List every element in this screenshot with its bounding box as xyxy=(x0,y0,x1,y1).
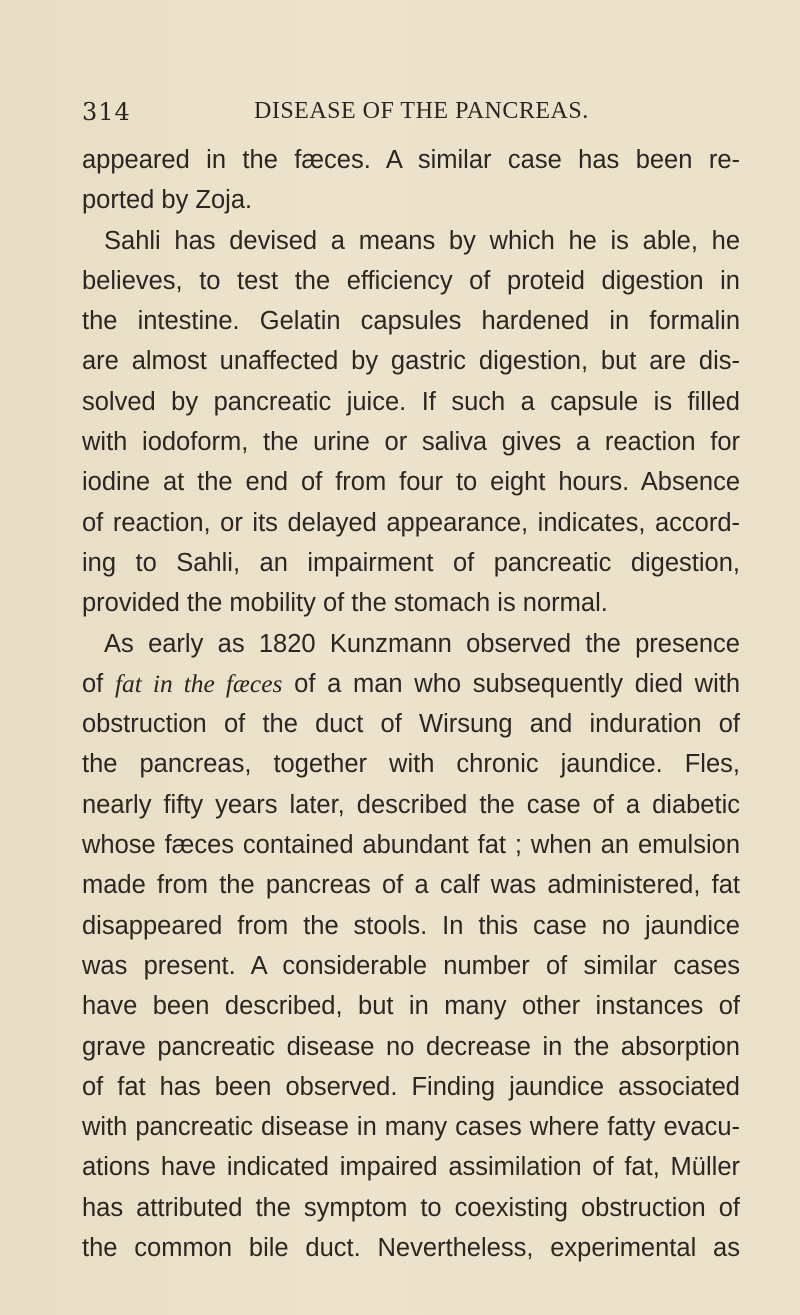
text-fragment: of a man who subsequently died with xyxy=(282,669,740,698)
text-line: As early as 1820 Kunzmann observed the presence xyxy=(104,629,740,658)
text-line: nearly fifty years later, described the case of a diabetic xyxy=(82,790,740,819)
text-line: the common bile duct. Nevertheless, experimental as xyxy=(82,1234,740,1263)
text-line: provided the mobility of the stomach is normal. xyxy=(82,589,608,618)
text-line: the intestine. Gelatin capsules hardened in formalin xyxy=(82,307,740,336)
text-line: iodine at the end of from four to eight hours. Absence xyxy=(82,468,740,497)
text-line: grave pancreatic disease no decrease in the absorption xyxy=(82,1032,740,1061)
text-line: solved by pancreatic juice. If such a capsule is filled xyxy=(82,387,740,416)
text-line-with-italic xyxy=(82,664,740,704)
text-line: of reaction, or its delayed appearance, indicates, accord- xyxy=(82,508,740,537)
text-line: believes, to test the efficiency of proteid digestion in xyxy=(82,266,740,295)
text-line: obstruction of the duct of Wirsung and induration of xyxy=(82,710,740,739)
page-number: 314 xyxy=(82,98,131,126)
text-line: have been described, but in many other instances of xyxy=(82,992,740,1021)
text-line: ing to Sahli, an impairment of pancreatic digestion, xyxy=(82,548,740,577)
text-line: whose fæces contained abundant fat ; when an emulsion xyxy=(82,831,740,860)
text-line: ported by Zoja. xyxy=(82,186,253,215)
text-line: are almost unaffected by gastric digestion, but are dis- xyxy=(82,347,740,376)
text-line: with pancreatic disease in many cases where fatty evacu- xyxy=(82,1113,740,1142)
text-line: the pancreas, together with chronic jaundice. Fles, xyxy=(82,750,740,779)
text-line: ations have indicated impaired assimilation of fat, Müller xyxy=(82,1153,740,1182)
text-line: disappeared from the stools. In this case no jaundice xyxy=(82,911,740,940)
running-head: DISEASE OF THE PANCREAS. xyxy=(254,98,589,124)
body-text xyxy=(82,140,740,1268)
text-line: has attributed the symptom to coexisting obstruction of xyxy=(82,1193,740,1222)
italic-phrase: fat in the fæces xyxy=(114,668,283,698)
text-line: made from the pancreas of a calf was administered, fat xyxy=(82,871,740,900)
text-line: of fat has been observed. Finding jaundice associated xyxy=(82,1072,740,1101)
text-line: was present. A considerable number of similar cases xyxy=(82,951,740,980)
text-line: Sahli has devised a means by which he is able, he xyxy=(104,226,740,255)
page-header xyxy=(82,98,742,138)
text-line: with iodoform, the urine or saliva gives a reaction for xyxy=(82,428,740,457)
text-fragment: of xyxy=(82,669,115,698)
text-line: appeared in the fæces. A similar case has been re- xyxy=(82,146,740,174)
